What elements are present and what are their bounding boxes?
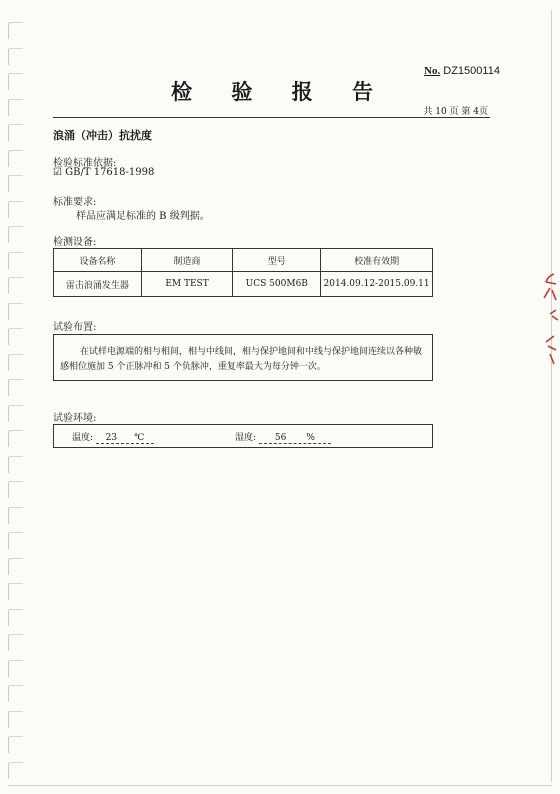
binding-hole (8, 685, 23, 702)
humidity-field (235, 430, 331, 444)
binding-hole (8, 328, 23, 345)
binding-hole (8, 481, 23, 498)
temperature-unit: ℃ (134, 433, 145, 443)
equipment-header-cell: 制造商 (141, 249, 233, 272)
binding-hole (8, 456, 23, 473)
binding-hole (8, 736, 23, 753)
seal-stamp-partial (538, 270, 560, 370)
temperature-value: 23 (105, 433, 118, 443)
layout-text: 在试样电源端的相与相间，相与中线间，相与保护地间和中线与保护地间连续以各种敏感相位施加 5 个正脉冲和 5 个负脉冲，重复率最大为每分钟一次。 (60, 347, 423, 372)
humidity-value: 56 (274, 433, 287, 443)
page-edge-bottom (8, 785, 552, 786)
binding-edge (0, 0, 30, 794)
humidity-unit: % (306, 433, 315, 443)
page-edge-right (551, 10, 552, 782)
binding-hole (8, 354, 23, 371)
table-cell: EM TEST (141, 272, 233, 297)
binding-hole (8, 379, 23, 396)
document-number-prefix: No. (424, 65, 441, 77)
binding-hole (8, 507, 23, 524)
binding-hole (8, 277, 23, 294)
temperature-value-field (96, 433, 154, 444)
binding-hole (8, 201, 23, 218)
binding-hole (8, 660, 23, 677)
environment-label: 试验环境: (53, 413, 97, 424)
binding-hole (8, 405, 23, 422)
table-row (54, 272, 433, 297)
binding-hole (8, 634, 23, 651)
layout-label: 试验布置: (53, 322, 97, 333)
binding-hole (8, 252, 23, 269)
standard-basis-value: GB/T 17618-1998 (65, 167, 155, 178)
binding-hole (8, 226, 23, 243)
binding-hole (8, 175, 23, 192)
table-cell: UCS 500M6B (233, 272, 321, 297)
binding-hole (8, 558, 23, 575)
page-info: 共 10 页 第 4页 (423, 107, 488, 117)
binding-hole (8, 762, 23, 779)
temperature-field (72, 430, 154, 444)
standard-basis-label: 检验标准依据: (53, 158, 117, 169)
equipment-header-cell: 校准有效期 (321, 249, 433, 272)
binding-hole (8, 48, 23, 65)
binding-hole (8, 303, 23, 320)
requirement-text: 样品应满足标准的 B 级判据。 (76, 211, 210, 222)
binding-hole (8, 609, 23, 626)
requirement-label: 标准要求: (53, 197, 97, 208)
equipment-label: 检测设备: (53, 237, 97, 248)
binding-hole (8, 583, 23, 600)
binding-hole (8, 22, 23, 39)
humidity-label: 湿度: (235, 433, 257, 443)
equipment-header-cell: 设备名称 (54, 249, 142, 272)
binding-hole (8, 711, 23, 728)
binding-hole (8, 430, 23, 447)
title-divider (53, 117, 490, 118)
test-name: 浪涌（冲击）抗扰度 (53, 129, 152, 142)
table-cell: 2014.09.12-2015.09.11 (321, 272, 433, 297)
binding-hole (8, 532, 23, 549)
table-cell: 雷击浪涌发生器 (54, 272, 142, 297)
equipment-table (53, 248, 433, 297)
checkbox-checked-icon: ☑ (53, 167, 62, 178)
equipment-header-cell: 型号 (233, 249, 321, 272)
binding-hole (8, 150, 23, 167)
temperature-label: 温度: (72, 433, 94, 443)
humidity-value-field (259, 433, 331, 444)
equipment-header-row (54, 249, 433, 272)
standard-basis (53, 167, 154, 178)
report-title: 检 验 报 告 (171, 80, 389, 104)
binding-hole (8, 124, 23, 141)
document-number-value: DZ1500114 (443, 65, 500, 77)
